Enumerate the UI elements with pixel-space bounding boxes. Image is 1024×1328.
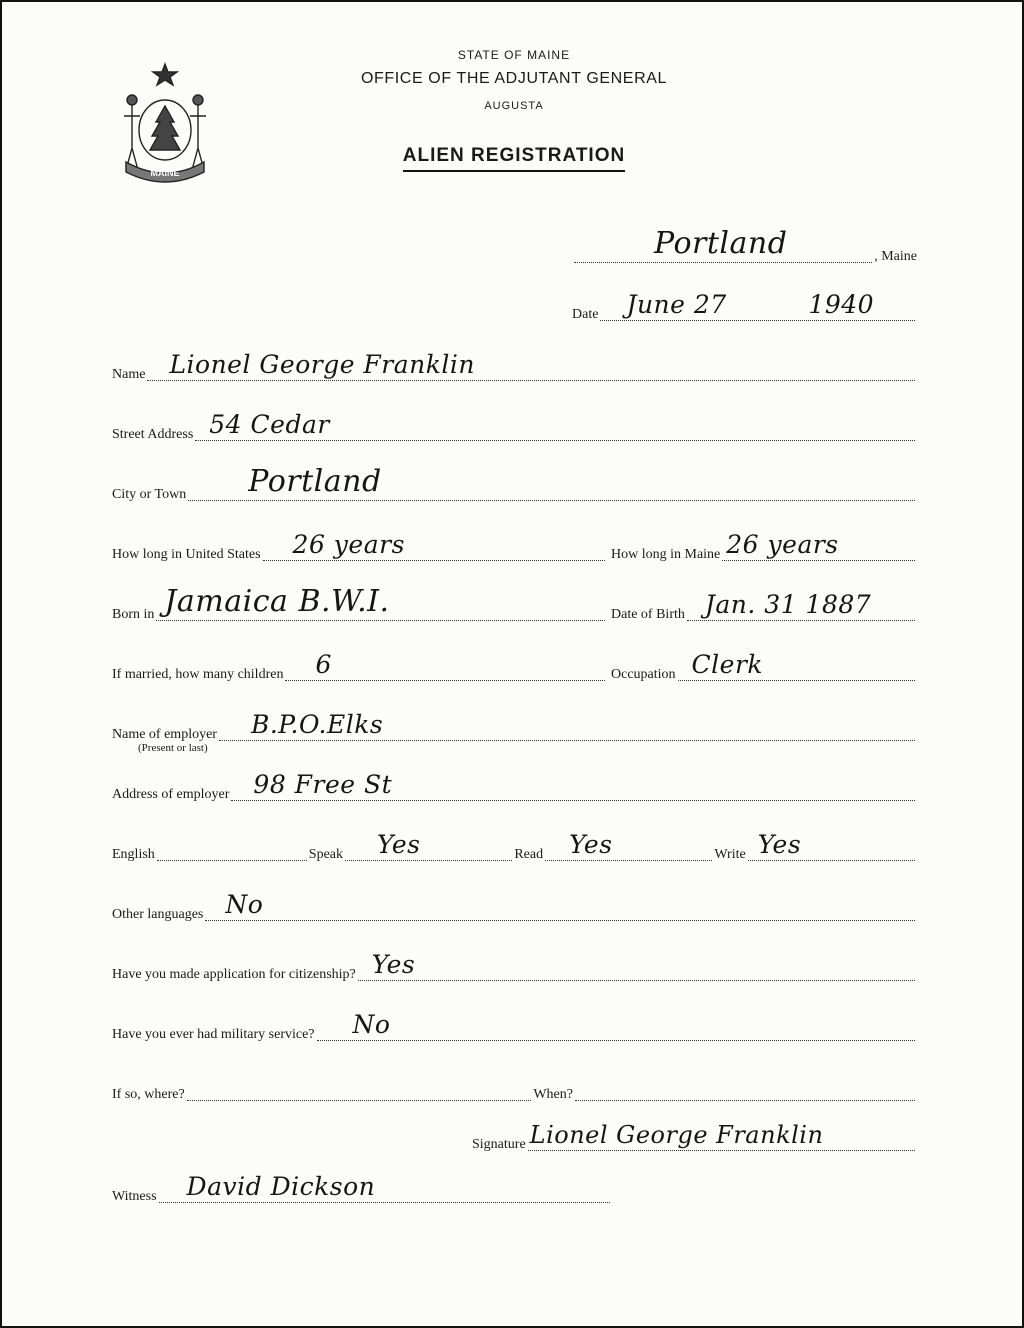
place-value: Portland bbox=[654, 226, 788, 261]
english-row bbox=[112, 830, 917, 864]
signature-label: Signature bbox=[472, 1137, 526, 1152]
citizenship-value: Yes bbox=[371, 950, 416, 979]
children-field[interactable] bbox=[285, 650, 605, 681]
write-label: Write bbox=[714, 847, 746, 862]
maine-duration-label: How long in Maine bbox=[611, 547, 721, 562]
employer-address-label: Address of employer bbox=[112, 787, 230, 802]
employer-row bbox=[112, 710, 917, 744]
occupation-row bbox=[611, 650, 917, 684]
speak-label: Speak bbox=[308, 847, 343, 862]
children-row bbox=[112, 650, 607, 684]
english-spacer bbox=[157, 838, 307, 861]
us-duration-row bbox=[112, 530, 607, 564]
city-value: Portland bbox=[248, 464, 382, 499]
occupation-field[interactable] bbox=[678, 650, 915, 681]
name-label: Name bbox=[112, 367, 146, 382]
name-row bbox=[112, 350, 917, 384]
employer-label: Name of employer bbox=[112, 727, 217, 742]
signature-value: Lionel George Franklin bbox=[529, 1121, 824, 1149]
maine-duration-row bbox=[611, 530, 917, 564]
employer-value: B.P.O.Elks bbox=[250, 710, 384, 739]
witness-label: Witness bbox=[112, 1189, 157, 1204]
citizenship-field[interactable] bbox=[358, 950, 915, 981]
us-duration-label: How long in United States bbox=[112, 547, 261, 562]
state-heading: STATE OF MAINE bbox=[457, 48, 571, 62]
seal-text: MAINE bbox=[150, 168, 180, 178]
form-title bbox=[2, 145, 1024, 167]
children-value: 6 bbox=[315, 650, 332, 679]
read-label: Read bbox=[514, 847, 544, 862]
speak-field[interactable] bbox=[345, 830, 512, 861]
english-label: English bbox=[112, 847, 155, 862]
form-title-text: ALIEN REGISTRATION bbox=[403, 145, 625, 172]
born-field[interactable] bbox=[156, 584, 605, 621]
write-field[interactable] bbox=[748, 830, 915, 861]
city-label: City or Town bbox=[112, 487, 187, 502]
employer-field[interactable] bbox=[219, 710, 915, 741]
employer-address-value: 98 Free St bbox=[253, 770, 393, 799]
citizenship-label: Have you made application for citizenship? bbox=[112, 967, 356, 982]
military-value: No bbox=[352, 1010, 391, 1039]
when-field[interactable] bbox=[575, 1078, 915, 1101]
date-label: Date bbox=[572, 307, 599, 322]
signature-field[interactable] bbox=[528, 1121, 915, 1151]
read-value: Yes bbox=[569, 830, 613, 859]
witness-value: David Dickson bbox=[186, 1172, 376, 1201]
us-duration-field[interactable] bbox=[263, 530, 605, 561]
place-suffix: , Maine bbox=[874, 249, 917, 264]
other-languages-label: Other languages bbox=[112, 907, 204, 922]
street-field[interactable] bbox=[195, 410, 915, 441]
office-heading: OFFICE OF THE ADJUTANT GENERAL bbox=[360, 70, 668, 87]
military-label: Have you ever had military service? bbox=[112, 1027, 315, 1042]
where-field[interactable] bbox=[187, 1078, 532, 1101]
us-duration-value: 26 years bbox=[292, 530, 405, 559]
street-label: Street Address bbox=[112, 427, 194, 442]
street-row bbox=[112, 410, 917, 444]
place-field[interactable] bbox=[574, 226, 872, 263]
dob-value: Jan. 31 1887 bbox=[704, 590, 872, 619]
city-heading: AUGUSTA bbox=[484, 100, 544, 112]
military-field[interactable] bbox=[317, 1010, 915, 1041]
born-label: Born in bbox=[112, 607, 155, 622]
name-field[interactable] bbox=[147, 350, 915, 381]
where-row bbox=[112, 1078, 917, 1104]
occupation-label: Occupation bbox=[611, 667, 676, 682]
maine-duration-field[interactable] bbox=[722, 530, 915, 561]
signature-row bbox=[472, 1121, 917, 1154]
write-value: Yes bbox=[757, 830, 802, 859]
children-label: If married, how many children bbox=[112, 667, 284, 682]
name-value: Lionel George Franklin bbox=[169, 350, 475, 379]
when-label: When? bbox=[533, 1087, 573, 1102]
date-field[interactable] bbox=[600, 290, 915, 321]
place-row bbox=[572, 226, 917, 266]
employer-sublabel: (Present or last) bbox=[138, 742, 208, 754]
occupation-value: Clerk bbox=[691, 650, 764, 679]
other-languages-value: No bbox=[225, 890, 264, 919]
witness-row bbox=[112, 1172, 612, 1206]
citizenship-row bbox=[112, 950, 917, 984]
date-row bbox=[572, 290, 917, 324]
street-value: 54 Cedar bbox=[209, 410, 330, 439]
maine-duration-value: 26 years bbox=[726, 530, 839, 559]
dob-label: Date of Birth bbox=[611, 607, 685, 622]
speak-value: Yes bbox=[377, 830, 421, 859]
military-row bbox=[112, 1010, 917, 1044]
read-field[interactable] bbox=[545, 830, 712, 861]
dob-row bbox=[611, 590, 917, 624]
date-year: 1940 bbox=[808, 290, 875, 319]
witness-field[interactable] bbox=[159, 1172, 610, 1203]
born-value: Jamaica B.W.I. bbox=[164, 584, 390, 619]
employer-address-row bbox=[112, 770, 917, 804]
born-row bbox=[112, 584, 607, 624]
where-label: If so, where? bbox=[112, 1087, 185, 1102]
date-month-day: June 27 bbox=[626, 290, 727, 319]
other-languages-row bbox=[112, 890, 917, 924]
city-field[interactable] bbox=[188, 464, 915, 501]
dob-field[interactable] bbox=[687, 590, 915, 621]
employer-address-field[interactable] bbox=[231, 770, 915, 801]
other-languages-field[interactable] bbox=[205, 890, 915, 921]
city-row bbox=[112, 464, 917, 504]
